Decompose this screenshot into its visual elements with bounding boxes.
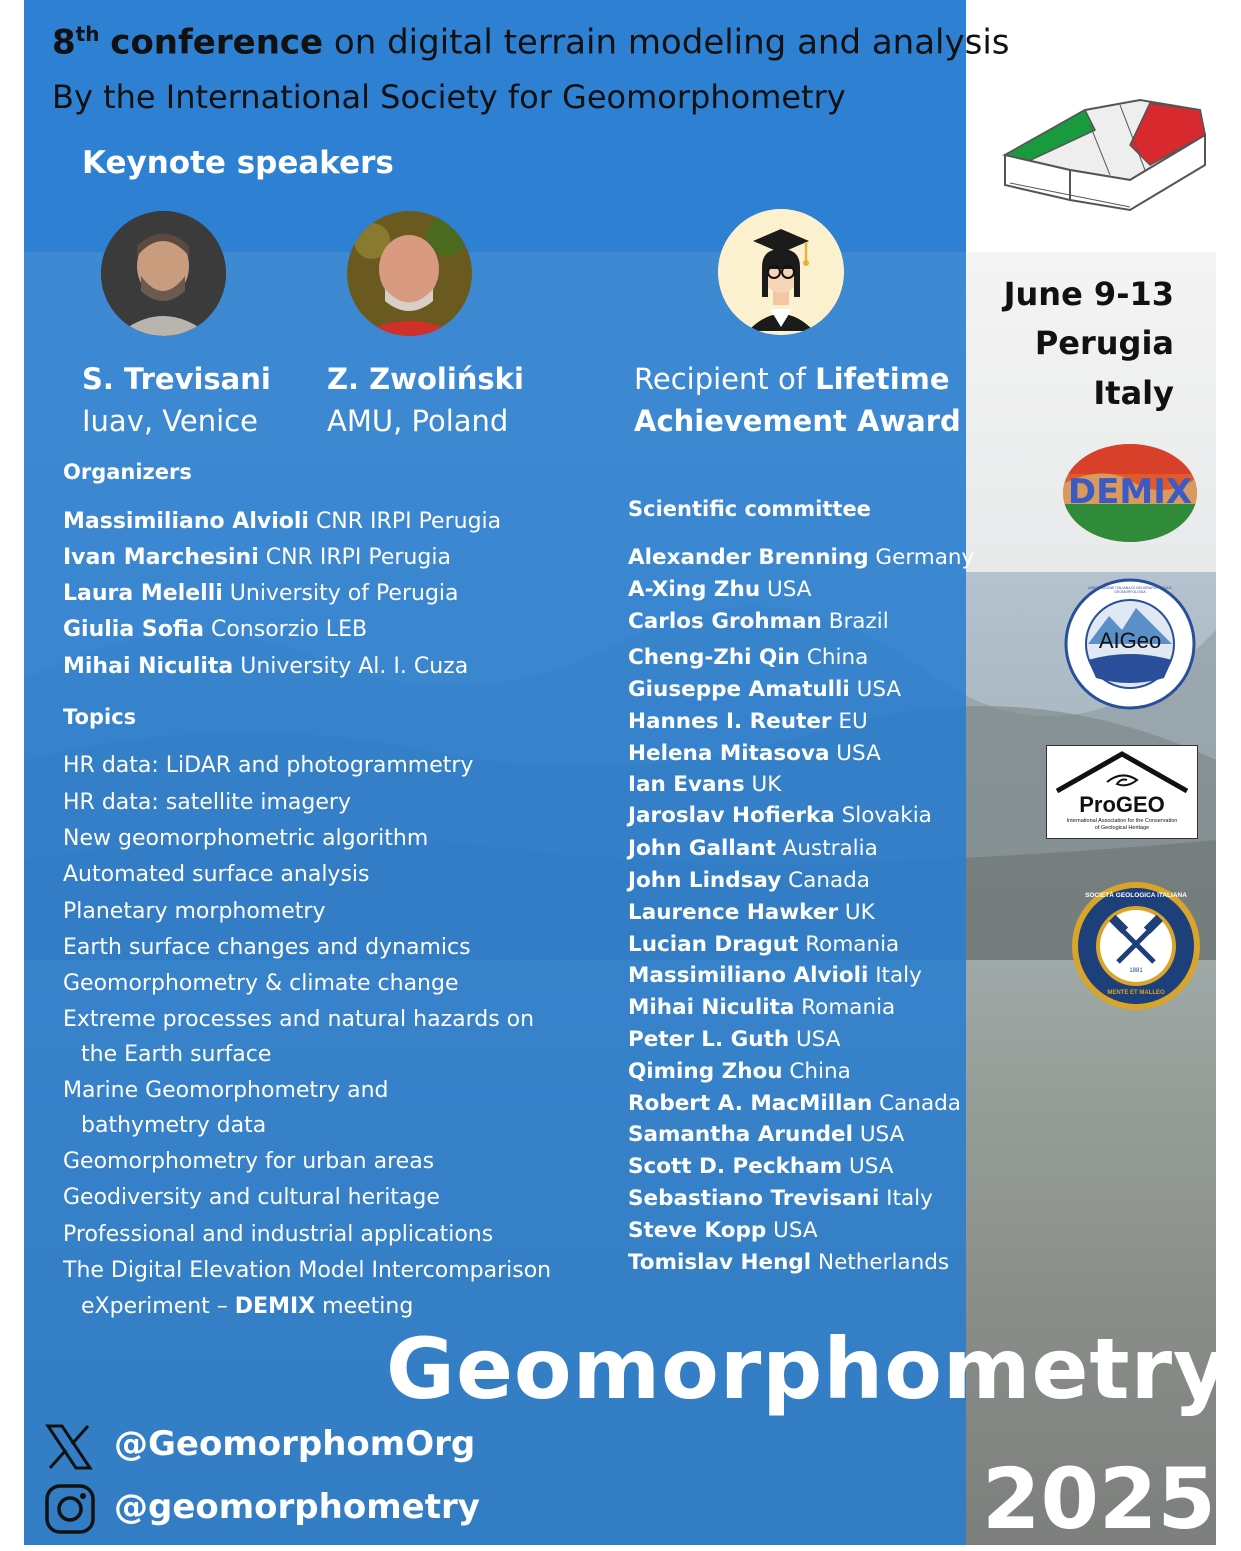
instagram-social-link[interactable] (44, 1483, 480, 1535)
committee-title: Scientific committee (628, 497, 871, 521)
list-item: bathymetry data (81, 1113, 267, 1138)
list-item: Automated surface analysis (63, 862, 370, 887)
aigeo-logo (1064, 578, 1196, 710)
demix-logo (1063, 444, 1197, 542)
speaker-photo-trevisani (101, 211, 226, 336)
list-item: The Digital Elevation Model Intercomparison (63, 1258, 552, 1283)
instagram-icon (44, 1483, 96, 1535)
instagram-handle: @geomorphometry (114, 1487, 480, 1527)
list-item: A-Xing Zhu USA (628, 577, 812, 602)
list-item: Mihai Niculita Romania (628, 995, 896, 1020)
demix-logo-text: DEMIX (1067, 472, 1193, 512)
list-item: Cheng-Zhi Qin China (628, 645, 869, 670)
sgi-year: 1881 (1129, 968, 1143, 974)
list-item: John Gallant Australia (628, 836, 878, 861)
list-item: Carlos Grohman Brazil (628, 609, 889, 634)
list-item: HR data: satellite imagery (63, 790, 351, 815)
progeo-sub-2: of Geological Heritage (1094, 825, 1150, 831)
speaker-name-trevisani: S. Trevisani (82, 362, 271, 396)
list-item: Hannes I. Reuter EU (628, 709, 868, 734)
award-line-1: Recipient of Lifetime (634, 362, 950, 396)
list-item: Scott D. Peckham USA (628, 1154, 894, 1179)
list-item: Samantha Arundel USA (628, 1122, 905, 1147)
progeo-logo (1046, 745, 1198, 839)
event-title: Geomorphometry (386, 1320, 1229, 1418)
sgi-ring-text: SOCIETÀ GEOLOGICA ITALIANA (1085, 892, 1187, 899)
list-item: Laura Melelli University of Perugia (63, 581, 459, 606)
progeo-logo-text: ProGEO (1079, 792, 1165, 817)
list-item: Massimiliano Alvioli CNR IRPI Perugia (63, 509, 502, 534)
list-item: Steve Kopp USA (628, 1218, 818, 1243)
list-item: Geodiversity and cultural heritage (63, 1185, 440, 1210)
aigeo-logo-text: AIGeo (1098, 628, 1162, 653)
list-item: John Lindsay Canada (628, 868, 870, 893)
event-country: Italy (1093, 374, 1174, 412)
list-item: Sebastiano Trevisani Italy (628, 1186, 933, 1211)
speaker-photo-zwolinski (347, 211, 472, 336)
keynote-title: Keynote speakers (82, 145, 394, 181)
aigeo-ring-text: ASSOCIAZIONE ITALIANA DI GEOGRAFIA FISICA E GEOMORFOLOGIA (1088, 586, 1172, 594)
sgi-motto: MENTE ET MALLEO (1107, 990, 1165, 996)
list-item: Laurence Hawker UK (628, 900, 875, 925)
list-item: Tomislav Hengl Netherlands (628, 1250, 950, 1275)
list-item: Giuseppe Amatulli USA (628, 677, 902, 702)
x-social-link[interactable] (44, 1422, 476, 1472)
conference-subtitle: By the International Society for Geomorphometry (52, 78, 846, 116)
list-item: Planetary morphometry (63, 899, 326, 924)
award-recipient-icon (718, 209, 844, 335)
list-item: New geomorphometric algorithm (63, 826, 429, 851)
list-item: the Earth surface (81, 1042, 272, 1067)
speaker-name-zwolinski: Z. Zwoliński (327, 362, 524, 396)
list-item: Ivan Marchesini CNR IRPI Perugia (63, 545, 451, 570)
list-item: Helena Mitasova USA (628, 741, 881, 766)
list-item: Mihai Niculita University Al. I. Cuza (63, 654, 469, 679)
list-item: eXperiment – DEMIX meeting (81, 1294, 414, 1319)
list-item: Giulia Sofia Consorzio LEB (63, 617, 368, 642)
list-item: Alexander Brenning Germany (628, 545, 975, 570)
list-item: HR data: LiDAR and photogrammetry (63, 753, 474, 778)
list-item: Peter L. Guth USA (628, 1027, 841, 1052)
list-item: Jaroslav Hofierka Slovakia (628, 803, 932, 828)
list-item: Robert A. MacMillan Canada (628, 1091, 961, 1116)
list-item: Earth surface changes and dynamics (63, 935, 471, 960)
list-item: Extreme processes and natural hazards on (63, 1007, 535, 1032)
x-logo-icon (44, 1422, 94, 1472)
list-item: Professional and industrial applications (63, 1222, 494, 1247)
x-handle: @GeomorphomOrg (114, 1424, 476, 1464)
list-item: Geomorphometry for urban areas (63, 1149, 435, 1174)
event-dates: June 9-13 (1003, 275, 1174, 313)
list-item: Massimiliano Alvioli Italy (628, 963, 922, 988)
sgi-logo (1070, 880, 1202, 1012)
award-line-2: Achievement Award (634, 404, 961, 438)
event-year: 2025 (982, 1450, 1216, 1548)
list-item: Qiming Zhou China (628, 1059, 851, 1084)
event-city: Perugia (1034, 324, 1174, 362)
italy-terrain-logo (1000, 95, 1210, 220)
speaker-affiliation-trevisani: Iuav, Venice (82, 404, 258, 438)
conference-title: 8th conference on digital terrain modeling and analysis (52, 22, 1010, 63)
list-item: Ian Evans UK (628, 772, 782, 797)
topics-title: Topics (63, 705, 137, 729)
organizers-title: Organizers (63, 460, 192, 484)
progeo-sub-1: International Association for the Conservation (1066, 818, 1178, 824)
speaker-affiliation-zwolinski: AMU, Poland (327, 404, 509, 438)
list-item: Lucian Dragut Romania (628, 932, 900, 957)
list-item: Marine Geomorphometry and (63, 1078, 389, 1103)
list-item: Geomorphometry & climate change (63, 971, 459, 996)
